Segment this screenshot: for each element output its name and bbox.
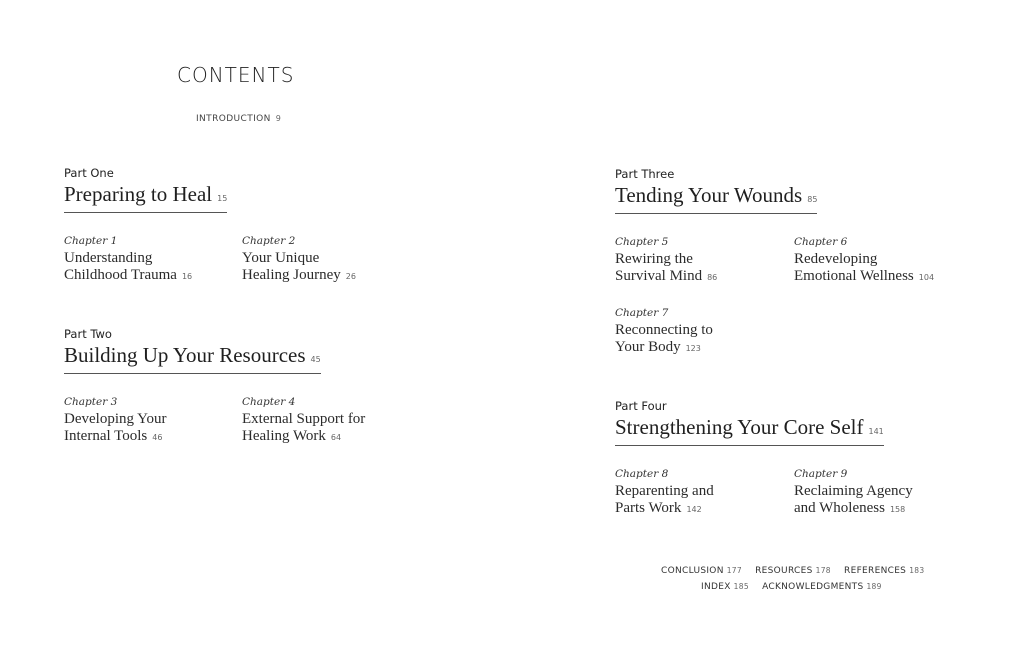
chapter-7[interactable]	[615, 307, 713, 357]
chapter-1[interactable]	[64, 235, 192, 285]
chapter-page: 64	[330, 433, 342, 442]
part-title	[64, 343, 321, 374]
page-title: CONTENTS	[177, 63, 295, 87]
part-title-text: Strengthening Your Core Self	[615, 415, 864, 439]
back-matter-page: 177	[726, 566, 742, 575]
chapter-label: Chapter 8	[615, 468, 669, 480]
chapter-title-line: Healing Journey	[242, 267, 341, 283]
chapter-title-line: Emotional Wellness	[794, 268, 914, 284]
chapter-title-line: Parts Work	[615, 500, 682, 516]
part-title	[615, 183, 817, 214]
chapter-title	[242, 250, 356, 285]
chapter-title-line: Reparenting and	[615, 483, 714, 499]
chapter-title	[794, 251, 934, 286]
chapter-title-line: Survival Mind	[615, 268, 703, 284]
part-title-text: Tending Your Wounds	[615, 183, 803, 207]
chapter-9[interactable]	[794, 468, 913, 518]
toc-entry-resources[interactable]	[755, 566, 841, 576]
back-matter-label: RESOURCES	[755, 566, 813, 576]
chapter-title-line: Internal Tools	[64, 428, 148, 444]
chapter-title-line: and Wholeness	[794, 500, 885, 516]
chapter-label: Chapter 9	[794, 468, 848, 480]
chapter-title-line: Redeveloping	[794, 251, 878, 267]
chapter-2[interactable]	[242, 235, 356, 285]
chapter-label: Chapter 1	[64, 235, 118, 247]
chapter-page: 158	[889, 505, 906, 514]
part-two[interactable]	[64, 327, 321, 374]
back-matter-page: 189	[866, 582, 882, 591]
part-label: Part Two	[64, 327, 112, 341]
chapter-page: 86	[707, 273, 718, 282]
chapter-title	[64, 411, 167, 446]
part-page: 45	[310, 355, 321, 364]
part-title	[615, 415, 884, 446]
chapter-label: Chapter 6	[794, 236, 848, 248]
chapter-page: 26	[345, 272, 356, 281]
part-page: 15	[217, 194, 228, 203]
chapter-title-line: Developing Your	[64, 411, 167, 427]
chapter-page: 123	[685, 344, 701, 353]
part-four[interactable]	[615, 399, 884, 446]
chapter-title	[615, 322, 713, 357]
back-matter-row-1	[661, 566, 934, 576]
chapter-label: Chapter 2	[242, 235, 296, 247]
chapter-page: 142	[686, 505, 702, 514]
toc-entry-index[interactable]	[701, 582, 759, 592]
part-title	[64, 182, 227, 213]
back-matter-label: CONCLUSION	[661, 566, 724, 576]
back-matter-row-2	[701, 582, 892, 592]
chapter-title	[64, 250, 192, 285]
part-label: Part Four	[615, 399, 667, 413]
introduction-page: 9	[275, 114, 282, 123]
chapter-page: 46	[152, 433, 163, 442]
part-page: 141	[868, 427, 884, 436]
chapter-title-line: Healing Work	[242, 428, 326, 444]
chapter-title	[615, 483, 714, 518]
toc-entry-acknowledgments[interactable]	[762, 582, 892, 592]
chapter-label: Chapter 3	[64, 396, 118, 408]
toc-entry-introduction[interactable]	[196, 114, 281, 124]
toc-entry-references[interactable]	[844, 566, 934, 576]
chapter-title-line: Your Unique	[242, 250, 320, 266]
chapter-6[interactable]	[794, 236, 934, 286]
introduction-label: INTRODUCTION	[196, 114, 271, 124]
part-label: Part One	[64, 166, 114, 180]
chapter-title-line: Reclaiming Agency	[794, 483, 913, 499]
chapter-title-line: Rewiring the	[615, 251, 693, 267]
chapter-label: Chapter 7	[615, 307, 669, 319]
toc-entry-conclusion[interactable]	[661, 566, 752, 576]
chapter-title	[794, 483, 913, 518]
chapter-page: 16	[181, 272, 193, 281]
chapter-title	[242, 411, 365, 446]
back-matter-page: 185	[733, 582, 749, 591]
back-matter-page: 178	[815, 566, 831, 575]
chapter-title-line: Reconnecting to	[615, 322, 713, 338]
chapter-8[interactable]	[615, 468, 714, 518]
part-title-text: Building Up Your Resources	[64, 343, 306, 367]
chapter-page: 104	[918, 273, 935, 282]
part-title-text: Preparing to Heal	[64, 182, 213, 206]
part-three[interactable]	[615, 167, 817, 214]
chapter-title-line: Childhood Trauma	[64, 267, 177, 283]
part-page: 85	[807, 195, 818, 204]
chapter-title-line: Your Body	[615, 339, 681, 355]
chapter-title-line: Understanding	[64, 250, 153, 266]
back-matter-label: REFERENCES	[844, 566, 907, 576]
chapter-5[interactable]	[615, 236, 717, 286]
chapter-label: Chapter 4	[242, 396, 296, 408]
part-label: Part Three	[615, 167, 675, 181]
chapter-title	[615, 251, 717, 286]
back-matter-page: 183	[909, 566, 925, 575]
back-matter-label: ACKNOWLEDGMENTS	[762, 582, 864, 592]
chapter-label: Chapter 5	[615, 236, 669, 248]
back-matter-label: INDEX	[701, 582, 731, 592]
part-one[interactable]	[64, 166, 227, 213]
chapter-title-line: External Support for	[242, 411, 366, 427]
chapter-4[interactable]	[242, 396, 365, 446]
chapter-3[interactable]	[64, 396, 167, 446]
